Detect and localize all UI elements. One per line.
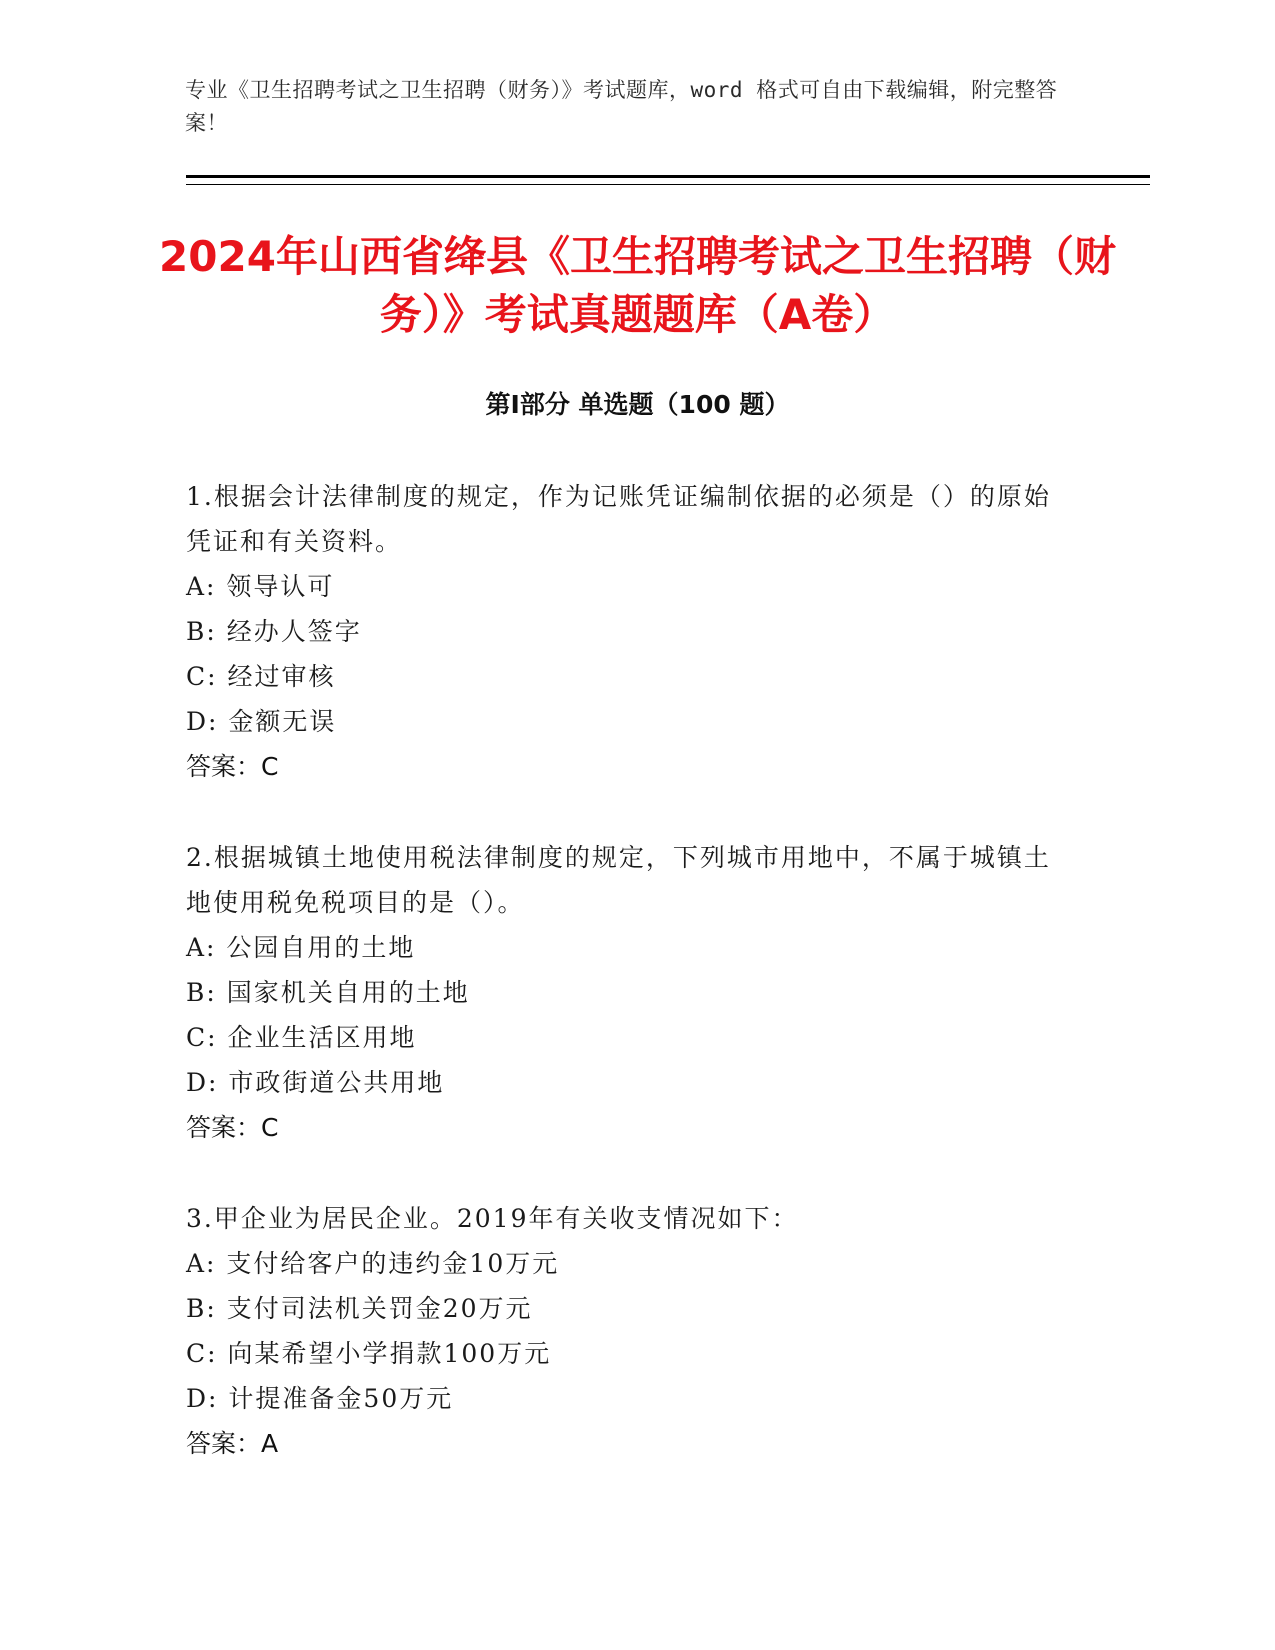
question-1: [186, 474, 1066, 789]
option-c: C: 经过审核: [186, 662, 336, 691]
question-3: [186, 1196, 1066, 1466]
document-title: 2024年山西省绛县《卫生招聘考试之卫生招聘（财务）》考试真题题库（A卷）: [159, 232, 1116, 339]
header-note: 专业《卫生招聘考试之卫生招聘（财务）》考试题库，word 格式可自由下载编辑，附完整答案！: [185, 78, 1058, 135]
option-d: D: 金额无误: [186, 707, 337, 736]
answer: 答案：C: [186, 1113, 279, 1142]
option-a: A: 领导认可: [186, 572, 335, 601]
question-list: [186, 474, 1066, 1512]
question-stem: 1.根据会计法律制度的规定，作为记账凭证编制依据的必须是（）的原始凭证和有关资料。: [186, 482, 1051, 556]
option-a: A: 公园自用的土地: [186, 933, 416, 962]
question-stem: 2.根据城镇土地使用税法律制度的规定，下列城市用地中，不属于城镇土地使用税免税项目的是（）。: [186, 843, 1051, 917]
option-b: B: 国家机关自用的土地: [186, 978, 470, 1007]
option-b: B: 经办人签字: [186, 617, 362, 646]
option-a: A: 支付给客户的违约金10万元: [186, 1249, 560, 1278]
question-2: [186, 835, 1066, 1150]
question-stem: 3.甲企业为居民企业。2019年有关收支情况如下：: [186, 1204, 799, 1233]
option-d: D: 市政街道公共用地: [186, 1068, 445, 1097]
option-b: B: 支付司法机关罚金20万元: [186, 1294, 533, 1323]
header-rule-thick: [186, 175, 1150, 178]
section-title: 第Ⅰ部分 单选题（100 题）: [485, 390, 790, 419]
option-d: D: 计提准备金50万元: [186, 1384, 454, 1413]
answer: 答案：A: [186, 1429, 279, 1458]
header-rule-thin: [186, 184, 1150, 185]
option-c: C: 向某希望小学捐款100万元: [186, 1339, 552, 1368]
answer: 答案：C: [186, 752, 279, 781]
option-c: C: 企业生活区用地: [186, 1023, 417, 1052]
